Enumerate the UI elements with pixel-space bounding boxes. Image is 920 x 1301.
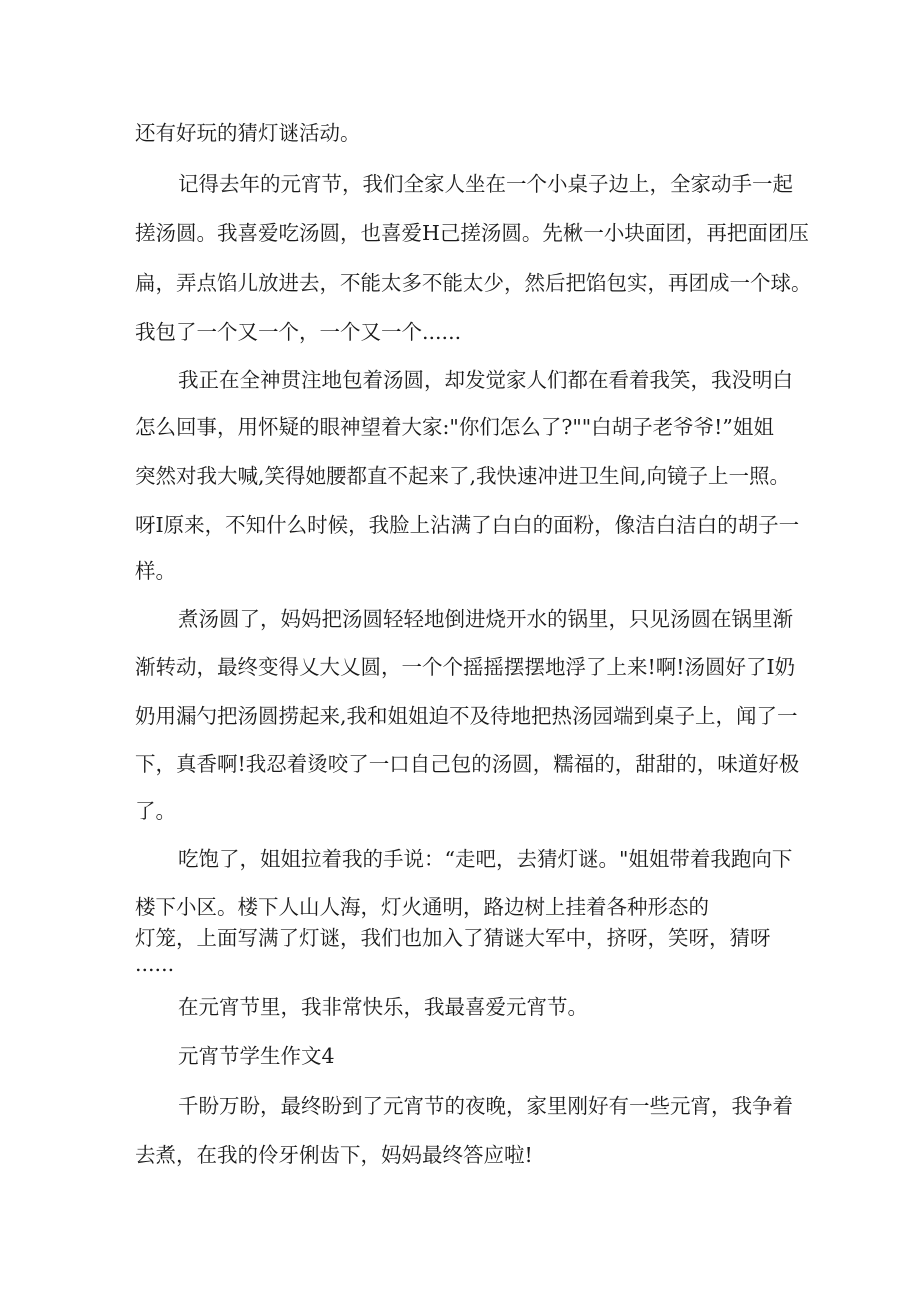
text-line-16: 吃饱了，姐姐拉着我的手说：“走吧，去猜灯谜。"姐姐带着我跑向下 bbox=[178, 847, 793, 871]
text-line-5: 我包了一个又一个，一个又一个...... bbox=[135, 320, 462, 344]
text-line-19: ...... bbox=[135, 952, 175, 976]
text-line-13: 奶用漏勺把汤圆捞起来,我和姐姐迫不及待地把热汤园端到桌子上，闻了一 bbox=[135, 704, 798, 728]
text-line-10: 样。 bbox=[135, 559, 176, 583]
text-line-3: 搓汤圆。我喜爱吃汤圆，也喜爱H己搓汤圆。先楸一小块面团，再把面团压 bbox=[135, 221, 809, 245]
text-line-7: 怎么回事，用怀疑的眼神望着大家:"你们怎么了?""白胡子老爷爷!”姐姐 bbox=[135, 415, 774, 439]
text-line-17: 楼下小区。楼下人山人海，灯火通明，路边树上挂着各种形态的 bbox=[135, 895, 709, 919]
text-line-2: 记得去年的元宵节，我们全家人坐在一个小桌子边上，全家动手一起 bbox=[178, 172, 793, 196]
text-line-12: 渐转动，最终变得乂大乂圆，一个个摇摇摆摆地浮了上来!啊!汤圆好了I奶 bbox=[135, 655, 796, 679]
text-line-11: 煮汤圆了，妈妈把汤圆轻轻地倒进烧开水的锅里，只见汤圆在锅里渐 bbox=[178, 607, 793, 631]
text-line-4: 扁，弄点馅儿放进去，不能太多不能太少，然后把馅包实，再团成一个球。 bbox=[135, 271, 812, 295]
section-heading: 元宵节学生作文4 bbox=[178, 1044, 335, 1068]
text-line-14: 下，真香啊!我忍着烫咬了一口自己包的汤圆，糯福的，甜甜的，味道好极 bbox=[135, 752, 800, 776]
text-line-22: 千盼万盼，最终盼到了元宵节的夜晚，家里刚好有一些元宵，我争着 bbox=[178, 1094, 793, 1118]
text-line-8: 突然对我大喊,笑得她腰都直不起来了,我快速冲进卫生间,向镜子上一照。 bbox=[135, 464, 791, 488]
text-line-15: 了。 bbox=[135, 799, 176, 823]
text-line-6: 我正在全神贯注地包着汤圆，却发觉家人们都在看着我笑，我没明白 bbox=[178, 368, 793, 392]
text-line-18: 灯笼，上面写满了灯谜，我们也加入了猜谜大军中，挤呀，笑呀，猜呀 bbox=[135, 926, 771, 950]
text-line-23: 去煮，在我的伶牙俐齿下，妈妈最终答应啦! bbox=[135, 1143, 533, 1167]
text-line-9: 呀I原来，不知什么时候，我脸上沾满了白白的面粉，像洁白洁白的胡子一 bbox=[135, 513, 800, 537]
text-line-20: 在元宵节里，我非常快乐，我最喜爱元宵节。 bbox=[178, 995, 588, 1019]
text-line-1: 还有好玩的猜灯谜活动。 bbox=[135, 121, 361, 145]
